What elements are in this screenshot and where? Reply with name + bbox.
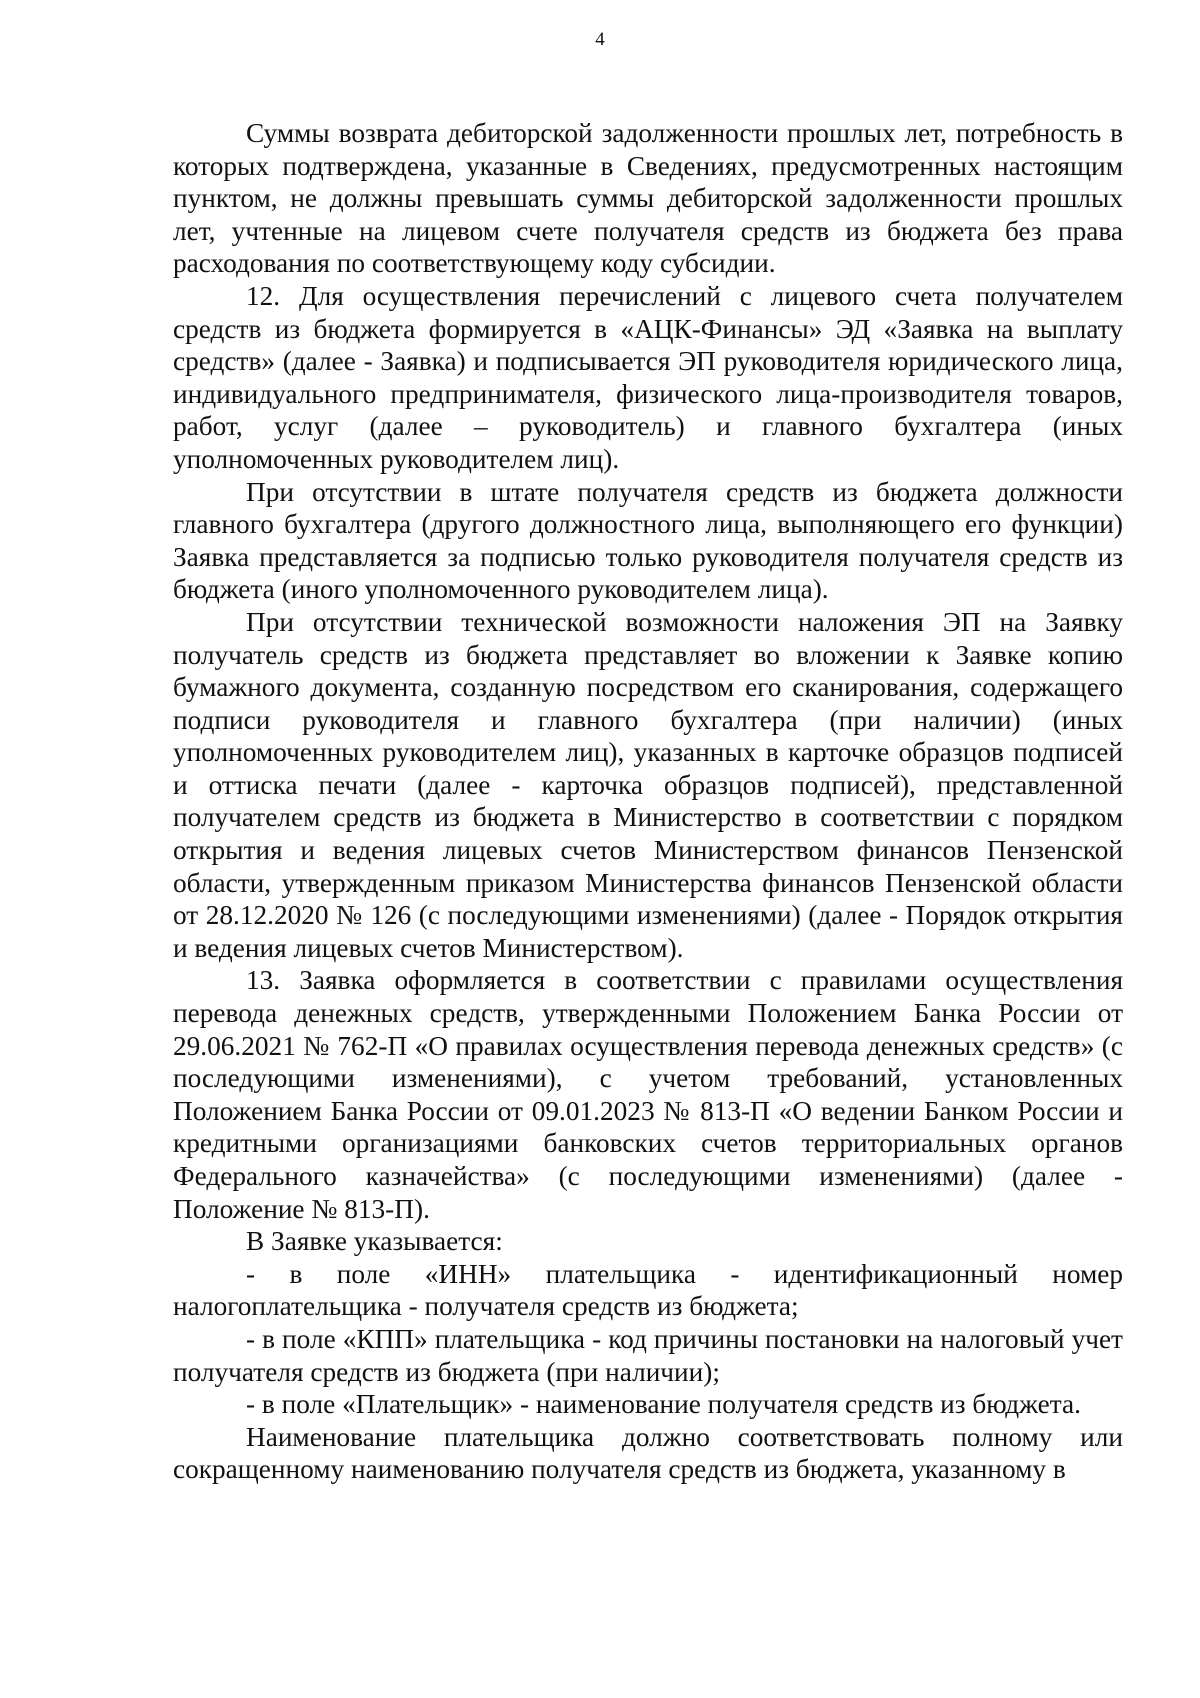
paragraph-payer-name: Наименование плательщика должно соответствовать полному или сокращенному наименованию получателя средств из бюджета, указанному в: [173, 1421, 1123, 1485]
paragraph-clause-13: 13. Заявка оформляется в соответствии с правилами осуществления перевода денежных средств, утвержденными Положением Банка России от 29.06.2021 № 762-П «О правилах осуществления перевода денежных средств» (с последующими изменениями), с учетом требований, установленных Положением Банка России от 09.01.2023 № 813-П «О ведении Банком России и кредитными организациями банковских счетов территориальных органов Федерального казначейства» (с последующими изменениями) (далее - Положение № 813-П).: [173, 965, 1123, 1224]
list-item-payer-field: - в поле «Плательщик» - наименование получателя средств из бюджета.: [246, 1389, 1081, 1420]
document-body: [173, 117, 1123, 1486]
paragraph-receivables-refund: Суммы возврата дебиторской задолженности прошлых лет, потребность в которых подтверждена, указанные в Сведениях, предусмотренных настоящим пунктом, не должны превышать суммы дебиторской задолженности прошлых лет, учтенные на лицевом счете получателя средств из бюджета без права расходования по соответствующему коду субсидии.: [173, 118, 1123, 279]
page-number: 4: [595, 29, 605, 50]
paragraph-request-specifies: В Заявке указывается:: [246, 1226, 503, 1257]
paragraph-clause-12: 12. Для осуществления перечислений с лицевого счета получателем средств из бюджета формируется в «АЦК-Финансы» ЭД «Заявка на выплату средств» (далее - Заявка) и подписывается ЭП руководителя юридического лица, индивидуального предпринимателя, физического лица-производителя товаров, работ, услуг (далее – руководитель) и главного бухгалтера (иных уполномоченных руководителем лиц).: [173, 280, 1123, 474]
list-item-inn-field: - в поле «ИНН» плательщика - идентификационный номер налогоплательщика - получателя средств из бюджета;: [173, 1258, 1123, 1322]
list-item-kpp-field: - в поле «КПП» плательщика - код причины постановки на налоговый учет получателя средств из бюджета (при наличии);: [173, 1323, 1123, 1387]
paragraph-no-chief-accountant: При отсутствии в штате получателя средств из бюджета должности главного бухгалтера (другого должностного лица, выполняющего его функции) Заявка представляется за подписью только руководителя получателя средств из бюджета (иного уполномоченного руководителем лица).: [173, 476, 1123, 605]
paragraph-no-signature-possibility: При отсутствии технической возможности наложения ЭП на Заявку получатель средств из бюджета представляет во вложении к Заявке копию бумажного документа, созданную посредством его сканирования, содержащего подписи руководителя и главного бухгалтера (при наличии) (иных уполномоченных руководителем лиц), указанных в карточке образцов подписей и оттиска печати (далее - карточка образцов подписей), представленной получателем средств из бюджета в Министерство в соответствии с порядком открытия и ведения лицевых счетов Министерством финансов Пензенской области, утвержденным приказом Министерства финансов Пензенской области от 28.12.2020 № 126 (с последующими изменениями) (далее - Порядок открытия и ведения лицевых счетов Министерством).: [173, 606, 1123, 963]
